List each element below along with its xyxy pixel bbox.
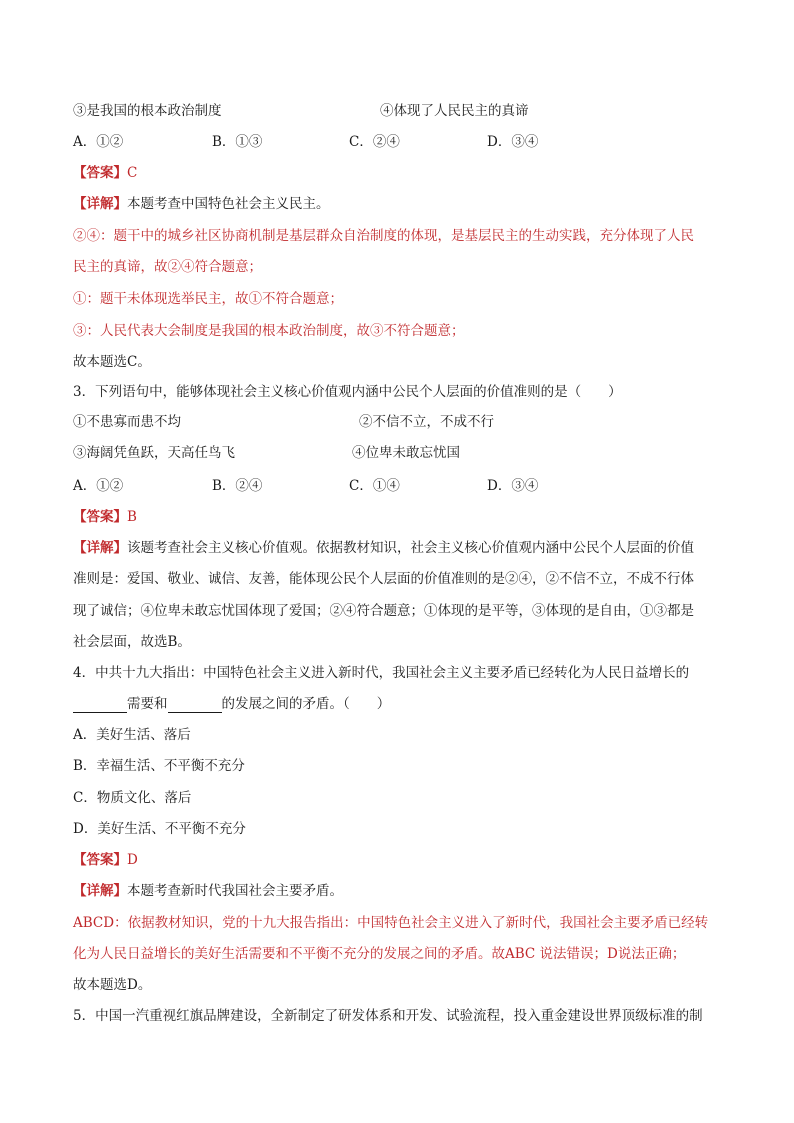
q3-detail-row-1 [73,539,694,557]
q4-stem-part-1: 需要和 [127,696,168,712]
q2-statement-3: ③是我国的根本政治制度 [73,103,222,119]
q3-answer: B [127,509,137,525]
q2-answer: C [127,165,138,181]
fill-blank-2 [168,698,222,713]
detail-tag: 【详解】 [73,196,127,212]
q3-detail-4: 社会层面，故选B。 [73,634,191,650]
q3-statement-4: ④位卑未敢忘忧国 [352,445,460,461]
answer-tag: 【答案】 [73,852,127,868]
fill-blank-1 [73,698,127,713]
q4-stem-2 [73,695,390,713]
q2-detail: 本题考查中国特色社会主义民主。 [127,196,330,212]
q4-detail-row [73,882,343,900]
q4-option-d: D．美好生活、不平衡不充分 [73,821,246,837]
q4-answer: D [127,852,138,868]
q4-stem-1: 4．中共十九大指出：中国特色社会主义进入新时代，我国社会主义主要矛盾已经转化为人民日益增长的 [73,665,690,681]
q4-option-c: C．物质文化、落后 [73,790,192,806]
q2-explanation-1b: 民主的真谛，故②④符合题意； [73,259,262,275]
q3-detail-1: 该题考查社会主义核心价值观。依据教材知识，社会主义核心价值观内涵中公民个人层面的价值 [127,540,694,556]
q4-answer-row [73,851,138,869]
q3-option-a: A．①② [73,478,124,494]
q2-conclusion: 故本题选C。 [73,354,151,370]
answer-tag: 【答案】 [73,509,127,525]
q2-option-c: C．②④ [349,134,400,150]
q3-option-c: C．①④ [349,478,400,494]
q2-answer-row [73,164,137,182]
detail-tag: 【详解】 [73,540,127,556]
q4-stem-part-2: 的发展之间的矛盾。（ ） [221,696,391,712]
q3-statement-1: ①不患寡而患不均 [73,414,181,430]
q4-conclusion: 故本题选D。 [73,977,152,993]
q3-stem: 3．下列语句中，能够体现社会主义核心价值观内涵中公民个人层面的价值准则的是（ ） [73,384,622,400]
q4-option-b: B．幸福生活、不平衡不充分 [73,758,245,774]
q3-detail-2: 准则是：爱国、敬业、诚信、友善，能体现公民个人层面的价值准则的是②④，②不信不立，不成不行体 [73,571,694,587]
q3-option-b: B．②④ [212,478,263,494]
q2-option-a: A．①② [73,134,124,150]
q4-detail: 本题考查新时代我国社会主要矛盾。 [127,883,343,899]
q4-option-a: A．美好生活、落后 [73,727,191,743]
q2-explanation-3: ③：人民代表大会制度是我国的根本政治制度，故③不符合题意； [73,323,465,339]
q2-statement-4: ④体现了人民民主的真谛 [380,103,529,119]
q3-statement-3: ③海阔凭鱼跃，天高任鸟飞 [73,445,235,461]
q2-explanation-1a: ②④：题干中的城乡社区协商机制是基层群众自治制度的体现，是基层民主的生动实践，充分体现了人民 [73,228,694,244]
q4-explanation-2: 化为人民日益增长的美好生活需要和不平衡不充分的发展之间的矛盾。故ABC 说法错误；D说法正确； [73,946,686,962]
q2-option-d: D．③④ [487,134,539,150]
q2-option-b: B．①③ [212,134,263,150]
q3-statement-2: ②不信不立，不成不行 [359,414,494,430]
q2-explanation-2: ①：题干未体现选举民主，故①不符合题意； [73,291,343,307]
q3-detail-3: 现了诚信；④位卑未敢忘忧国体现了爱国；②④符合题意；①体现的是平等，③体现的是自由，①③都是 [73,603,694,619]
q3-option-d: D．③④ [487,478,539,494]
q3-answer-row [73,508,137,526]
answer-tag: 【答案】 [73,165,127,181]
detail-tag: 【详解】 [73,883,127,899]
q4-explanation-1: ABCD：依据教材知识，党的十九大报告指出：中国特色社会主义进入了新时代，我国社会主要矛盾已经转 [73,915,709,931]
q2-detail-row [73,195,330,213]
q5-stem-1: 5．中国一汽重视红旗品牌建设，全新制定了研发体系和开发、试验流程，投入重金建设世界顶级标准的制 [73,1008,703,1024]
